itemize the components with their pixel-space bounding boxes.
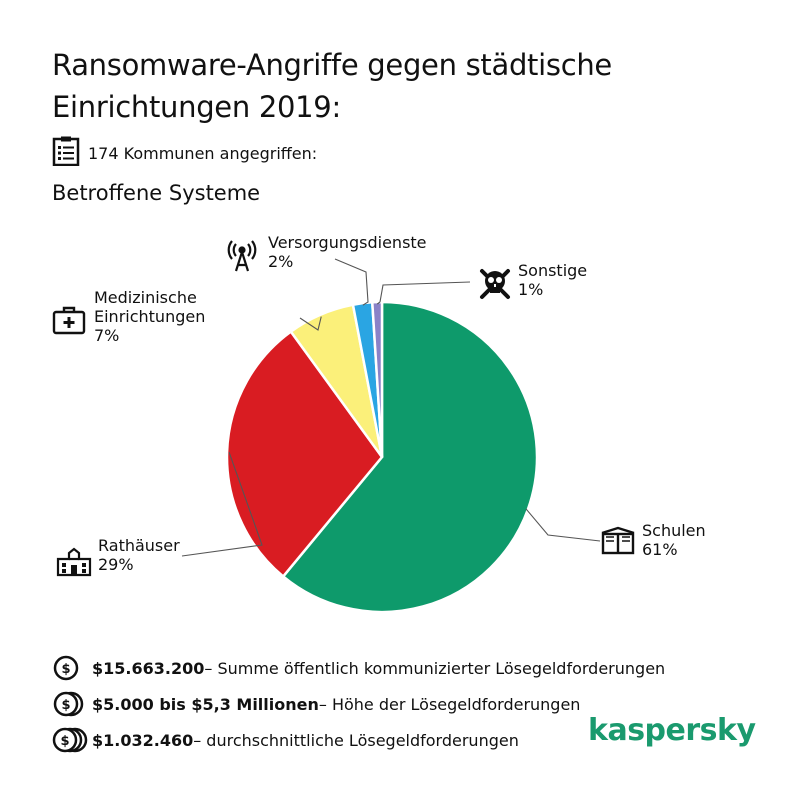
footer-stats xyxy=(52,650,665,758)
slice-value-medizinische-einrichtungen: 7% xyxy=(94,326,120,345)
kaspersky-logo: kaspersky xyxy=(588,713,756,748)
leader-line-versorgungsdienste xyxy=(335,259,368,305)
slice-label-medizinische-einrichtungen: Medizinische xyxy=(94,288,197,307)
svg-text:$: $ xyxy=(61,698,71,713)
slice-label-versorgungsdienste: Versorgungsdienste xyxy=(268,233,427,252)
leader-line-sonstige xyxy=(377,282,470,304)
leader-line-schulen xyxy=(526,509,600,541)
book-icon xyxy=(602,528,634,553)
coin-icon xyxy=(52,654,92,682)
stat-total-value: $15.663.200 xyxy=(92,658,205,678)
stat-range-value: $5.000 bis $5,3 Millionen xyxy=(92,694,319,714)
slice-value-sonstige: 1% xyxy=(518,280,544,299)
slice-label-sonstige: Sonstige xyxy=(518,261,588,280)
slice-value-versorgungsdienste: 2% xyxy=(268,252,294,271)
title-line-2: Einrichtungen 2019: xyxy=(52,90,341,124)
stat-range-ransom xyxy=(52,686,665,722)
slice-label-medizinische-einrichtungen: Einrichtungen xyxy=(94,307,206,326)
stat-total-ransom xyxy=(52,650,665,686)
stat-average-text: – durchschnittliche Lösegeldforderungen xyxy=(193,730,519,750)
coins-three-icon xyxy=(52,726,92,754)
stat-average-value: $1.032.460 xyxy=(92,730,194,750)
subtitle-text: 174 Kommunen angegriffen: xyxy=(88,143,318,163)
stat-total-text: – Summe öffentlich kommunizierter Lösegeldforderungen xyxy=(204,658,666,678)
town-hall-icon xyxy=(58,549,90,575)
coins-two-icon xyxy=(52,690,92,718)
title-line-1: Ransomware-Angriffe gegen städtische xyxy=(52,48,612,82)
slice-value-rathaeuser: 29% xyxy=(98,555,134,574)
skull-icon xyxy=(482,271,508,297)
svg-text:$: $ xyxy=(60,734,70,749)
stat-range-text: – Höhe der Lösegeldforderungen xyxy=(318,694,581,714)
slice-label-schulen: Schulen xyxy=(642,521,706,540)
stat-average-ransom xyxy=(52,722,665,758)
medical-kit-icon xyxy=(54,308,84,333)
slice-value-schulen: 61% xyxy=(642,540,678,559)
section-title: Betroffene Systeme xyxy=(52,181,261,205)
slice-label-rathaeuser: Rathäuser xyxy=(98,536,180,555)
antenna-icon xyxy=(229,241,256,271)
svg-text:$: $ xyxy=(61,662,71,677)
